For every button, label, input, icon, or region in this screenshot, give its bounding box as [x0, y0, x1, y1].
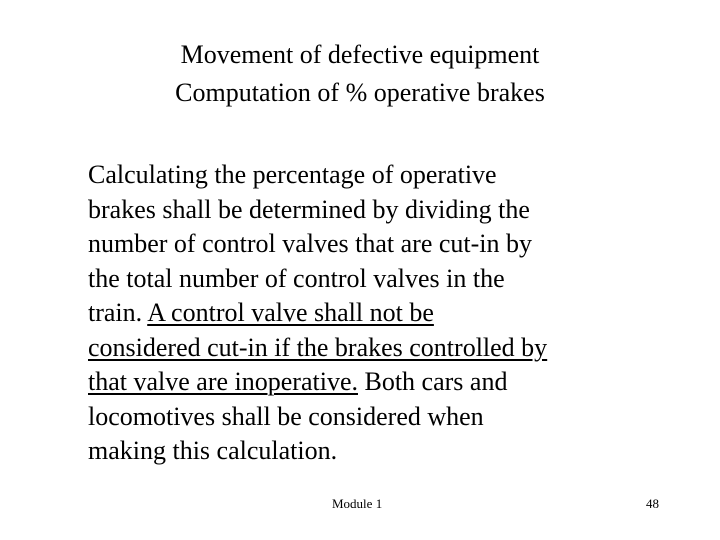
body-line-7-underlined: that valve are inoperative.	[88, 367, 358, 396]
body-line-6	[88, 331, 668, 366]
body-line-9: making this calculation.	[88, 436, 338, 465]
body-line-7	[88, 365, 668, 400]
slide-title	[0, 36, 720, 112]
title-line-1: Movement of defective equipment	[180, 40, 540, 69]
body-line-2: brakes shall be determined by dividing the	[88, 194, 530, 224]
body-line-7-plain: Both cars and	[357, 367, 508, 396]
body-line-6-underlined: considered cut-in if the brakes controlled by	[88, 332, 548, 362]
body-line-3: number of control valves that are cut-in by	[88, 229, 533, 258]
body-line-8: locomotives shall be considered when	[88, 401, 484, 431]
body-paragraph	[88, 158, 668, 469]
body-line-5-plain: train.	[88, 298, 148, 327]
body-line-4: the total number of control valves in the	[88, 263, 505, 293]
footer-module-label: Module 1	[332, 496, 383, 511]
body-line-5	[88, 296, 668, 331]
page-number: 48	[646, 496, 659, 511]
title-line-2: Computation of % operative brakes	[175, 78, 545, 107]
body-line-1: Calculating the percentage of operative	[88, 160, 497, 189]
body-line-5-underlined: A control valve shall not be	[147, 298, 434, 327]
